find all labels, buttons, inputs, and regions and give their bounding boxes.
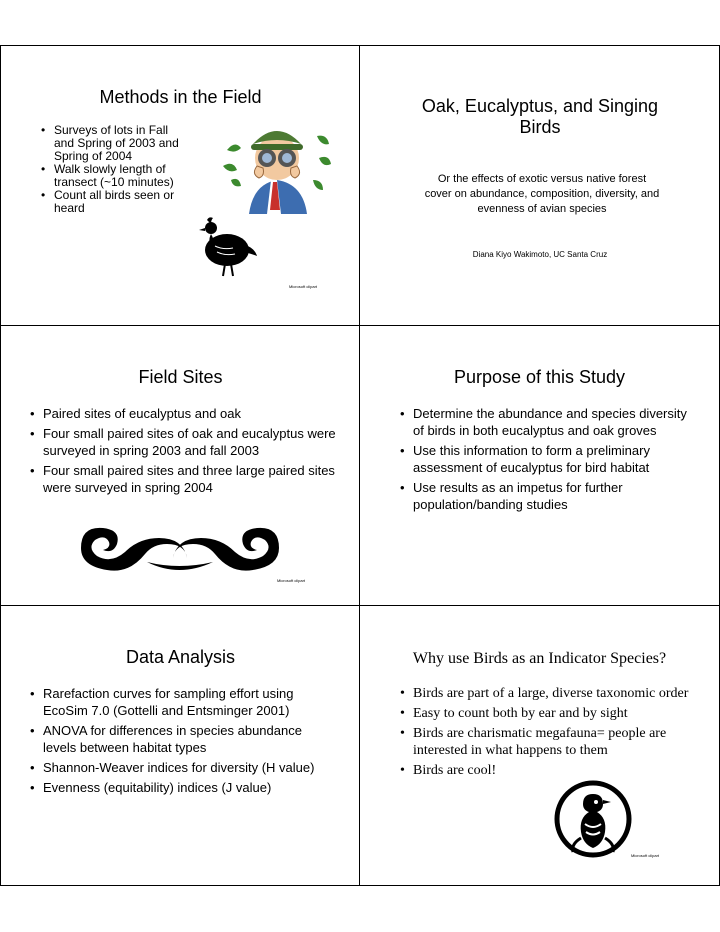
bullet-item: • ANOVA for differences in species abundance levels between habitat types bbox=[28, 722, 338, 756]
bullet-list bbox=[39, 124, 179, 215]
slide-data-analysis bbox=[1, 606, 360, 885]
slide-title: Oak, Eucalyptus, and Singing Birds bbox=[421, 96, 659, 137]
clipart-credit: Microsoft clipart bbox=[631, 853, 660, 858]
scroll-ornament-clipart bbox=[77, 522, 283, 574]
bullet-item: • Walk slowly length of transect (~10 minutes) bbox=[39, 163, 179, 189]
bullet-item: • Birds are charismatic megafauna= people are interested in what happens to them bbox=[398, 725, 698, 759]
slide-title: Data Analysis bbox=[125, 647, 236, 667]
bullet-list bbox=[28, 405, 348, 496]
clipart-credit: Microsoft clipart bbox=[289, 284, 318, 289]
slide-purpose-of-study bbox=[360, 326, 719, 605]
slide-title: Methods in the Field bbox=[99, 87, 262, 107]
slide-title: Field Sites bbox=[138, 367, 223, 387]
bullet-item: • Determine the abundance and species diversity of birds in both eucalyptus and oak groves bbox=[398, 405, 698, 439]
slide-why-birds bbox=[360, 606, 719, 885]
bullet-item: • Count all birds seen or heard bbox=[39, 189, 179, 215]
bullet-item: • Four small paired sites of oak and eucalyptus were surveyed in spring 2003 and fall 2003 bbox=[28, 425, 348, 459]
quail-clipart bbox=[193, 216, 259, 282]
bullet-item: • Birds are cool! bbox=[398, 762, 698, 779]
bullet-item: • Paired sites of eucalyptus and oak bbox=[28, 405, 348, 422]
bullet-list bbox=[398, 685, 698, 779]
bullet-item: • Shannon-Weaver indices for diversity (H value) bbox=[28, 759, 338, 776]
clipart-credit: Microsoft clipart bbox=[277, 578, 306, 583]
grid-bottom-border bbox=[0, 885, 720, 886]
author-line: Diana Kiyo Wakimoto, UC Santa Cruz bbox=[472, 250, 608, 259]
bullet-item: • Rarefaction curves for sampling effort using EcoSim 7.0 (Gottelli and Entsminger 2001) bbox=[28, 685, 338, 719]
bullet-list bbox=[398, 405, 698, 513]
slide-subtitle: Or the effects of exotic versus native forest cover on abundance, composition, diversity, and evenness of avian species bbox=[424, 173, 660, 215]
slide-methods-in-the-field bbox=[1, 46, 360, 325]
bullet-item: • Surveys of lots in Fall and Spring of 2003 and Spring of 2004 bbox=[39, 124, 179, 163]
slide-title-page bbox=[360, 46, 719, 325]
bullet-item: • Four small paired sites and three large paired sites were surveyed in spring 2004 bbox=[28, 462, 348, 496]
bullet-item: • Birds are part of a large, diverse taxonomic order bbox=[398, 685, 698, 702]
slide-field-sites bbox=[1, 326, 360, 605]
slide-title: Purpose of this Study bbox=[453, 367, 626, 387]
bullet-item: • Evenness (equitability) indices (J value) bbox=[28, 779, 338, 796]
birdwatcher-binoculars-clipart bbox=[221, 122, 333, 214]
bullet-item: • Use this information to form a preliminary assessment of eucalyptus for bird habitat bbox=[398, 442, 698, 476]
bullet-list bbox=[28, 685, 338, 796]
slide-title: Why use Birds as an Indicator Species? bbox=[412, 650, 667, 667]
bullet-item: • Use results as an impetus for further population/banding studies bbox=[398, 479, 698, 513]
bird-emblem-clipart bbox=[553, 778, 633, 860]
bullet-item: • Easy to count both by ear and by sight bbox=[398, 705, 698, 722]
